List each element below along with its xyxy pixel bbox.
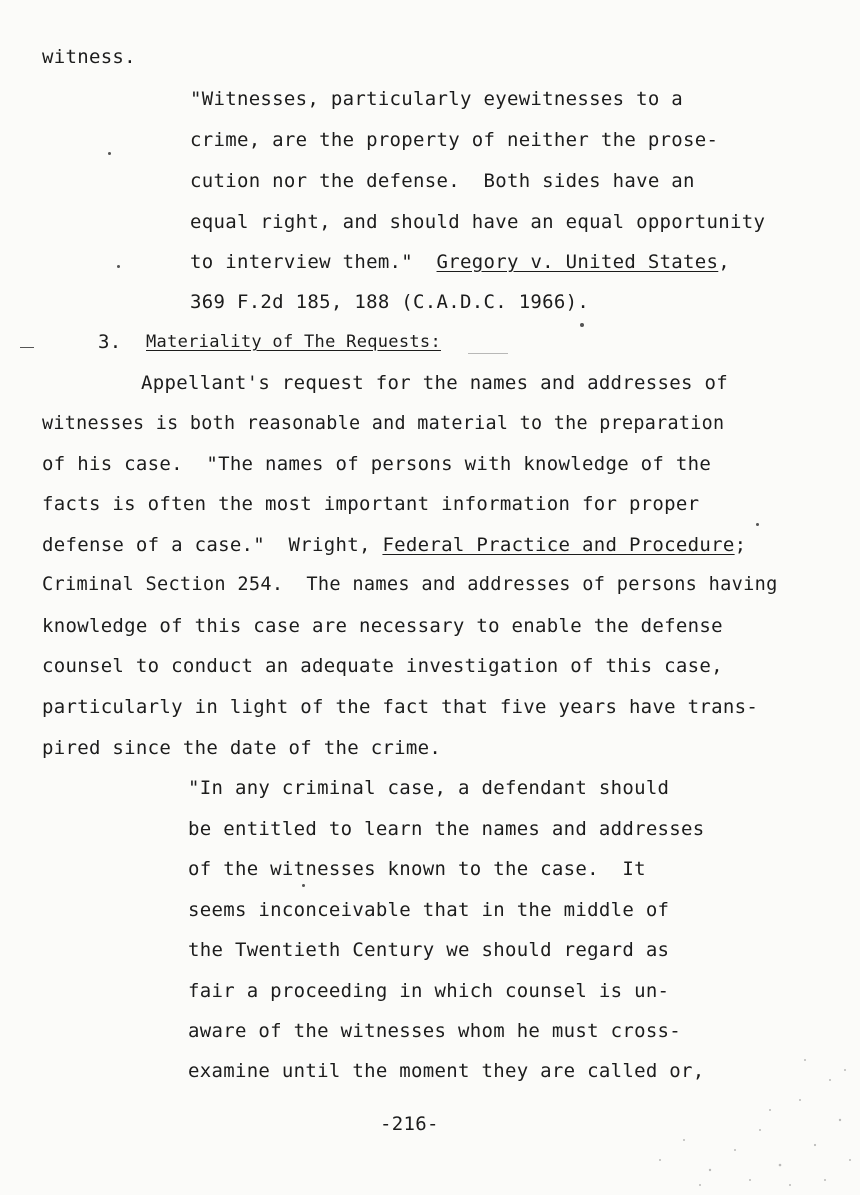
text-line: witness. [42, 46, 136, 68]
body-line: facts is often the most important information for proper [42, 493, 700, 515]
body-line: Appellant's request for the names and addresses of [141, 372, 728, 394]
quote-line: be entitled to learn the names and addresses [188, 818, 705, 840]
quote-line: fair a proceeding in which counsel is un- [188, 980, 670, 1002]
quote-line: examine until the moment they are called or, [188, 1060, 705, 1082]
body-line: of his case. "The names of persons with knowledge of the [42, 453, 712, 475]
quote-line: 369 F.2d 185, 188 (C.A.D.C. 1966). [190, 291, 590, 313]
body-line: Criminal Section 254. The names and addresses of persons having [42, 574, 778, 595]
body-line: counsel to conduct an adequate investigation of this case, [42, 655, 723, 677]
quote-line: "In any criminal case, a defendant should [188, 777, 670, 799]
scan-speck [108, 152, 111, 155]
section-heading: Materiality of The Requests: [146, 332, 441, 352]
quote-line: aware of the witnesses whom he must cross- [188, 1020, 682, 1042]
treatise-citation: Federal Practice and Procedure [382, 534, 735, 556]
scan-speck [20, 347, 34, 348]
quote-line: the Twentieth Century we should regard as [188, 939, 670, 961]
quote-line: "Witnesses, particularly eyewitnesses to a [190, 88, 684, 110]
scan-speck [580, 323, 584, 327]
case-citation: Gregory v. United States [436, 251, 719, 273]
body-line: pired since the date of the crime. [42, 737, 442, 759]
quote-line: crime, are the property of neither the prose- [190, 129, 719, 151]
section-number: 3. [98, 331, 122, 353]
body-text: defense of a case." Wright, [42, 534, 383, 556]
quote-line: cution nor the defense. Both sides have an [190, 170, 695, 192]
scan-speck [117, 265, 120, 268]
body-line: particularly in light of the fact that five years have trans- [42, 696, 759, 718]
body-line: witnesses is both reasonable and material to the preparation [42, 413, 725, 434]
punctuation: ; [734, 534, 747, 556]
scan-noise [640, 1040, 860, 1190]
body-line: knowledge of this case are necessary to enable the defense [42, 615, 723, 637]
page-number: -216- [380, 1113, 439, 1135]
scan-speck [468, 353, 508, 354]
quote-line [190, 250, 730, 274]
quote-text: to interview them." [190, 251, 437, 273]
quote-line: seems inconceivable that in the middle of [188, 899, 670, 921]
body-line [42, 533, 746, 557]
punctuation: , [718, 251, 731, 273]
scan-speck [302, 884, 305, 887]
quote-line: of the witnesses known to the case. It [188, 858, 646, 880]
quote-line: equal right, and should have an equal opportunity [190, 211, 766, 233]
scan-speck [756, 523, 759, 526]
